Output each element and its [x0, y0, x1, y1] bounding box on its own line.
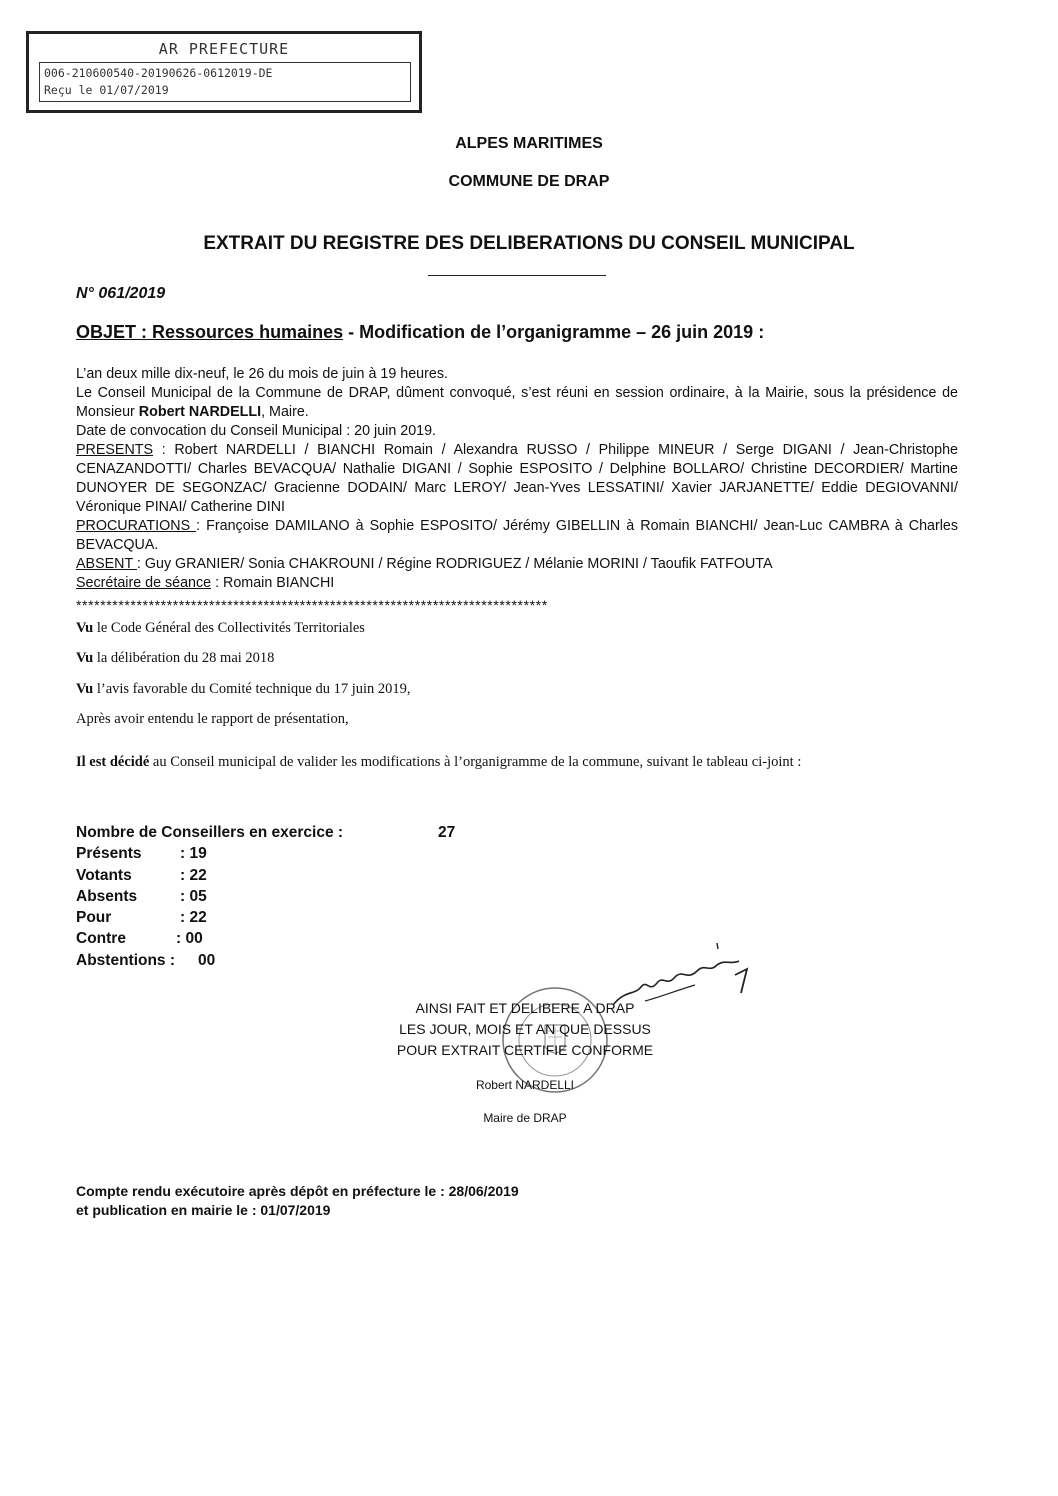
objet-rest: - Modification de l’organigramme – 26 juin 2019 :	[343, 322, 765, 342]
department-heading: ALPES MARITIMES	[455, 135, 603, 152]
consideration-text: l’avis favorable du Comité technique du 17 juin 2019,	[93, 681, 411, 697]
stat-value: : 05	[180, 887, 207, 905]
stamp-reference: 006-210600540-20190626-0612019-DE	[44, 66, 273, 80]
stat-value: 27	[438, 824, 456, 841]
signature-line-3: POUR EXTRAIT CERTIFIE CONFORME	[396, 1042, 654, 1058]
presents-label: PRESENTS	[76, 442, 154, 458]
stat-label: Nombre de Conseillers en exercice :	[76, 824, 344, 841]
consideration-text: la délibération du 28 mai 2018	[93, 650, 275, 666]
mayor-name: Robert NARDELLI	[138, 404, 262, 420]
consideration-cgct	[76, 620, 365, 637]
stat-label: Pour	[76, 909, 112, 927]
footer-prefecture-date: Compte rendu exécutoire après dépôt en préfecture le : 28/06/2019	[76, 1183, 519, 1199]
vu-label: Vu	[76, 650, 94, 666]
presents-text: : Robert NARDELLI / BIANCHI Romain / Alexandra RUSSO / Philippe MINEUR / Serge DIGANI / Jean-Christophe CENAZANDOTTI/ Charles BEVACQUA/ Nathalie DIGANI / Sophie ESPOSITO / Delphine BOLLARO/ Christine DECORDIER/ Martine DUNOYER DE SEGONZAC/ Gracienne DODAIN/ Marc LEROY/ Jean-Yves LESSATINI/ Xavier JARJANETTE/ Eddie DEGIOVANNI/ Véronique PINAI/ Catherine DINI	[76, 442, 958, 515]
decision-text: au Conseil municipal de valider les modifications à l’organigramme de la commune, suivant le tableau ci-joint :	[149, 754, 802, 770]
procurations-text: : Françoise DAMILANO à Sophie ESPOSITO/ Jérémy GIBELLIN à Romain BIANCHI/ Jean-Luc CAMBRA à Charles BEVACQUA.	[76, 518, 959, 553]
stamp-title: AR PREFECTURE	[158, 40, 290, 58]
meeting-details	[76, 365, 958, 593]
signature-line-2: LES JOUR, MOIS ET AN QUE DESSUS	[399, 1021, 651, 1037]
stat-value: : 22	[180, 866, 207, 884]
meeting-date: L’an deux mille dix-neuf, le 26 du mois de juin à 19 heures.	[76, 366, 448, 382]
stat-value: : 00	[176, 930, 203, 948]
absent-text: : Guy GRANIER/ Sonia CHAKROUNI / Régine RODRIGUEZ / Mélanie MORINI / Taoufik FATFOUTA	[136, 556, 773, 572]
vu-label: Vu	[76, 620, 94, 636]
stamp-received-date: Reçu le 01/07/2019	[44, 83, 169, 97]
stamp-details	[39, 62, 411, 102]
signatory-name: Robert NARDELLI	[475, 1078, 575, 1092]
stat-value: : 22	[180, 909, 207, 927]
presents-list	[76, 441, 958, 517]
absent-list	[76, 555, 958, 574]
objet-label: OBJET : Ressources humaines	[76, 322, 344, 342]
commune-heading: COMMUNE DE DRAP	[448, 173, 610, 190]
consideration-rapport: Après avoir entendu le rapport de présentation,	[76, 711, 349, 727]
separator-stars: ******************************************************************************	[76, 597, 548, 613]
decision-label: Il est décidé	[76, 754, 150, 770]
document-title: EXTRAIT DU REGISTRE DES DELIBERATIONS DU CONSEIL MUNICIPAL	[203, 233, 855, 254]
procurations-list	[76, 517, 958, 555]
footer-publication-date: et publication en mairie le : 01/07/2019	[76, 1202, 331, 1218]
stat-value: 00	[198, 951, 216, 969]
decision-line	[76, 754, 801, 771]
secretaire-label: Secrétaire de séance	[76, 575, 212, 591]
consideration-deliberation	[76, 650, 274, 667]
stat-label: Absents	[76, 887, 138, 905]
absent-label: ABSENT	[76, 556, 137, 572]
consideration-text: le Code Général des Collectivités Territoriales	[93, 620, 365, 636]
meeting-text-a: Le Conseil Municipal de la Commune de DRAP, dûment convoqué, s’est réuni en session ordinaire, à la Mairie, sous la présidence de Monsieur	[76, 385, 958, 420]
secretaire-text: : Romain BIANCHI	[211, 575, 335, 591]
stat-label: Abstentions :	[76, 951, 176, 969]
deliberation-number: N° 061/2019	[76, 285, 166, 302]
signature-block	[380, 998, 670, 1129]
objet-line	[76, 322, 764, 343]
secretaire-line	[76, 574, 958, 593]
signature-line-1: AINSI FAIT ET DELIBERE A DRAP	[415, 1000, 635, 1016]
convocation-date: Date de convocation du Conseil Municipal : 20 juin 2019.	[76, 423, 437, 439]
stat-label: Votants	[76, 866, 132, 884]
stat-label: Présents	[76, 845, 142, 863]
title-divider	[428, 275, 606, 276]
procurations-label: PROCURATIONS	[76, 518, 197, 534]
meeting-text-b: , Maire.	[261, 404, 309, 420]
vu-label: Vu	[76, 681, 94, 697]
signatory-role: Maire de DRAP	[483, 1111, 567, 1125]
meeting-convocation-text	[76, 384, 958, 422]
stat-value: : 19	[180, 845, 207, 863]
footer-notes	[76, 1182, 519, 1220]
stat-label: Contre	[76, 930, 126, 948]
prefecture-stamp	[26, 31, 422, 113]
consideration-comite	[76, 681, 411, 698]
